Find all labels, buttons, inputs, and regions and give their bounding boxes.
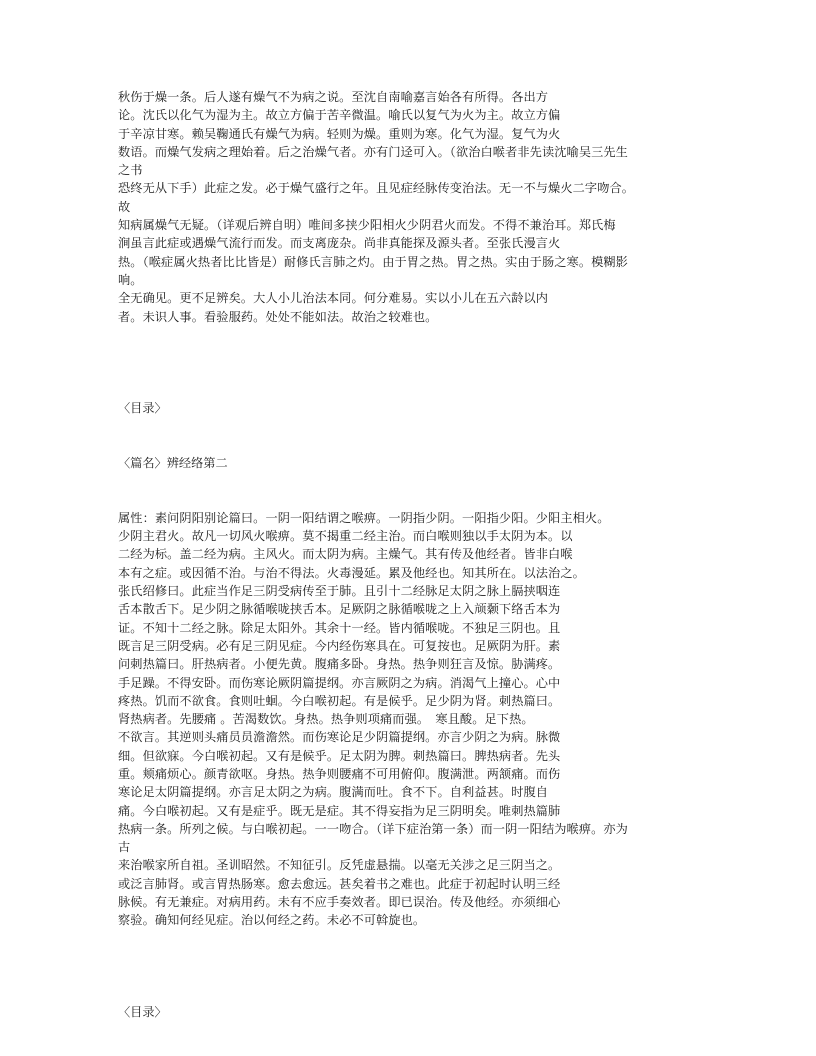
section-one-body [118, 88, 734, 326]
body-line: 细。但欲寐。今白喉初起。又有是候乎。足太阴为脾。刺热篇曰。脾热病者。先头 [118, 748, 561, 763]
body-line: 恐终无从下手）此症之发。必于燥气盛行之年。且见症经脉传变治法。无一不与燥火二字吻合。 [118, 181, 635, 196]
body-line: 之书 [118, 163, 143, 178]
body-line: 于辛凉甘寒。赖吴鞠通氏有燥气为病。轻则为燥。重则为寒。化气为湿。复气为火 [118, 126, 561, 141]
section-heading: 〈篇名〉辨经络第二 [118, 455, 228, 470]
body-line: 或泛言肺肾。或言胃热肠寒。愈去愈远。甚矣着书之难也。此症于初起时认明三经 [118, 876, 561, 891]
section-spacer [118, 985, 734, 1003]
body-line: 数语。而燥气发病之理始着。后之治燥气者。亦有门迳可入。（欲治白喉者非先读沈喻吴三先生 [118, 144, 628, 159]
section-spacer [118, 930, 734, 985]
body-line: 证。不知十二经之脉。除足太阳外。其余十一经。皆内循喉咙。不独足三阴也。且 [118, 620, 561, 635]
toc-marker[interactable]: 〈目录〉 [118, 401, 167, 416]
body-line: 古 [118, 840, 131, 855]
heading-spacer [118, 472, 734, 509]
body-line: 张氏绍修曰。此症当作足三阴受病传至于肺。且引十二经脉足太阴之脉上膈挟咽连 [118, 584, 561, 599]
body-line: 二经为标。盖二经为病。主风火。而太阴为病。主燥气。其有传及他经者。皆非白喉 [118, 547, 573, 562]
toc-marker[interactable]: 〈目录〉 [118, 1004, 167, 1019]
body-line: 本有之症。或因循不治。与治不得法。火毒漫延。累及他经也。知其所在。以法治之。 [118, 565, 585, 580]
body-line: 脉候。有无兼症。对病用药。未有不应手奏效者。即已误治。传及他经。亦须细心 [118, 895, 561, 910]
body-line: 察验。确知何经见症。治以何经之药。未必不可斡旋也。 [118, 913, 426, 928]
body-line: 热病一条。所列之候。与白喉初起。一一吻合。（详下症治第一条）而一阴一阳结为喉痹。亦为 [118, 821, 628, 836]
body-line: 舌本散舌下。足少阴之脉循喉咙挟舌本。足厥阴之脉循喉咙之上入颃颡下络舌本为 [118, 602, 561, 617]
body-line: 手足躁。不得安卧。而伤寒论厥阴篇提纲。亦言厥阴之为病。消渴气上撞心。心中 [118, 675, 561, 690]
body-line: 少阴主君火。故凡一切风火喉痹。莫不揭重二经主治。而白喉则独以手太阴为本。以 [118, 529, 573, 544]
body-line: 秋伤于燥一条。后人遂有燥气不为病之说。至沈自南喻嘉言始各有所得。各出方 [118, 90, 549, 104]
body-line: 寒论足太阴篇提纲。亦言足太阴之为病。腹满而吐。食不下。自利益甚。时腹自 [118, 785, 549, 800]
body-line: 全无确见。更不足辨矣。大人小儿治法本同。何分难易。实以小儿在五六龄以内 [118, 291, 549, 306]
body-line: 痛。今白喉初起。又有是症乎。既无是症。其不得妄指为足三阴明矣。唯刺热篇肺 [118, 803, 561, 818]
body-line: 既言足三阴受病。必有足三阴见症。今内经伤寒具在。可复按也。足厥阴为肝。素 [118, 638, 561, 653]
body-line: 属性：素问阴阳别论篇曰。一阴一阳结谓之喉痹。一阴指少阴。一阳指少阳。少阳主相火。 [118, 510, 610, 525]
body-line: 者。未识人事。看验服药。处处不能如法。故治之较难也。 [118, 309, 438, 324]
body-line: 重。颊痛烦心。颜青欲呕。身热。热争则腰痛不可用俯仰。腹满泄。两颔痛。而伤 [118, 766, 561, 781]
body-line: 疼热。饥而不欲食。食则吐蛔。今白喉初起。有是候乎。足少阴为肾。刺热篇曰。 [118, 693, 561, 708]
body-line: 热。（喉症属火热者比比皆是）耐修氏言肺之灼。由于胃之热。胃之热。实由于肠之寒。模糊影 [118, 254, 628, 269]
heading-spacer [118, 417, 734, 454]
section-two-body [118, 509, 734, 930]
body-line: 响。 [118, 272, 143, 287]
body-line: 论。沈氏以化气为湿为主。故立方偏于苦辛微温。喻氏以复气为火为主。故立方偏 [118, 108, 561, 123]
body-line: 涧虽言此症或遇燥气流行而发。而支离庞杂。尚非真能探及源头者。至张氏漫言火 [118, 236, 561, 251]
section-spacer [118, 326, 734, 381]
body-line: 问刺热篇曰。肝热病者。小便先黄。腹痛多卧。身热。热争则狂言及惊。胁满疼。 [118, 657, 561, 672]
body-line: 不欲言。其逆则头痛员员澹澹然。而伤寒论足少阴篇提纲。亦言少阴之为病。脉微 [118, 730, 561, 745]
body-line: 来治喉家所自祖。圣训昭然。不知征引。反凭虚悬揣。以毫无关涉之足三阴当之。 [118, 858, 561, 873]
body-line: 肾热病者。先腰痛 。苦渴数饮。身热。热争则项痛而强。 寒且酸。足下热。 [118, 712, 534, 727]
body-line: 故 [118, 199, 131, 214]
body-line: 知病属燥气无疑。（详观后辨自明）唯间多挟少阳相火少阴君火而发。不得不兼治耳。郑氏梅 [118, 218, 616, 233]
section-spacer [118, 381, 734, 399]
